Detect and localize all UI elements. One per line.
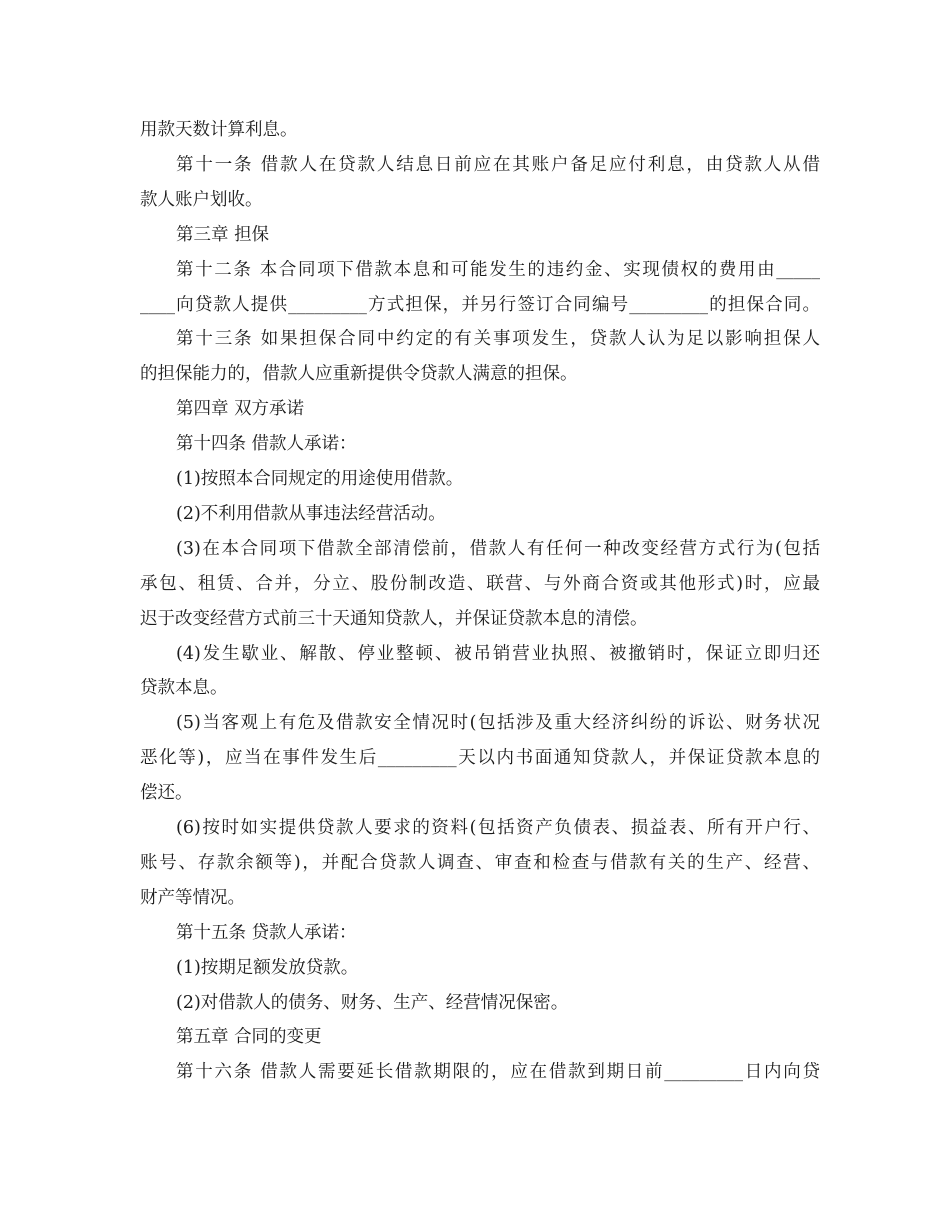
text-line: 恶化等)，应当在事件发生后_________天以内书面通知贷款人，并保证贷款本息的: [140, 748, 820, 768]
text-line: 第十五条 贷款人承诺：: [176, 923, 357, 943]
text-line: ____向贷款人提供_________方式担保，并另行签订合同编号_________的担保合同。: [140, 295, 820, 315]
text-line: (4)发生歇业、解散、停业整顿、被吊销营业执照、被撤销时，保证立即归还: [176, 644, 820, 664]
text-line: (2)对借款人的债务、财务、生产、经营情况保密。: [176, 993, 569, 1013]
text-line: 第三章 担保: [176, 225, 270, 245]
text-line: 账号、存款余额等)，并配合贷款人调查、审查和检查与借款有关的生产、经营、: [140, 853, 820, 873]
text-line: 第十二条 本合同项下借款本息和可能发生的违约金、实现债权的费用由_____: [176, 260, 820, 280]
text-line: 第四章 双方承诺: [176, 399, 305, 419]
text-line: 第五章 合同的变更: [176, 1027, 322, 1047]
text-line: (6)按时如实提供贷款人要求的资料(包括资产负债表、损益表、所有开户行、: [176, 818, 820, 838]
text-line: (2)不利用借款从事违法经营活动。: [176, 504, 446, 524]
text-line: 财产等情况。: [140, 888, 245, 908]
text-line: 第十三条 如果担保合同中约定的有关事项发生，贷款人认为足以影响担保人: [176, 329, 820, 349]
text-line: 偿还。: [140, 783, 193, 803]
text-line: 款人账户划收。: [140, 190, 263, 210]
text-line: 第十一条 借款人在贷款人结息日前应在其账户备足应付利息，由贷款人从借: [176, 155, 820, 175]
text-line: 第十四条 借款人承诺：: [176, 434, 357, 454]
text-line: (1)按照本合同规定的用途使用借款。: [176, 469, 464, 489]
text-line: 第十六条 借款人需要延长借款期限的，应在借款到期日前_________日内向贷: [176, 1062, 820, 1082]
text-line: 用款天数计算利息。: [140, 120, 298, 140]
text-line: 迟于改变经营方式前三十天通知贷款人，并保证贷款本息的清偿。: [140, 609, 648, 629]
text-line: 承包、租赁、合并，分立、股份制改造、联营、与外商合资或其他形式)时，应最: [140, 574, 820, 594]
text-line: 贷款本息。: [140, 678, 228, 698]
text-line: 的担保能力的，借款人应重新提供令贷款人满意的担保。: [140, 364, 578, 384]
text-line: (1)按期足额发放贷款。: [176, 958, 359, 978]
text-line: (5)当客观上有危及借款安全情况时(包括涉及重大经济纠纷的诉讼、财务状况: [176, 713, 820, 733]
text-line: (3)在本合同项下借款全部清偿前，借款人有任何一种改变经营方式行为(包括: [176, 539, 820, 559]
